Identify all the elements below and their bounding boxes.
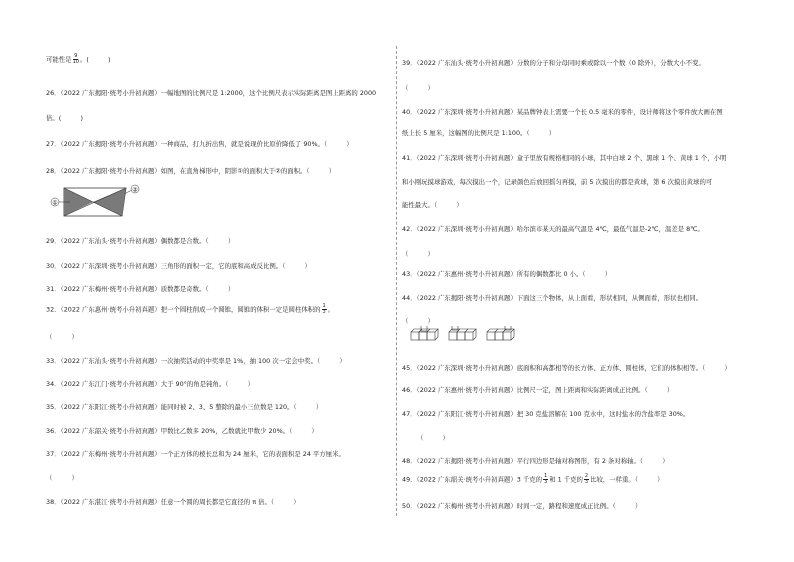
right-trapezoid-figure [50,182,142,222]
fraction-numerator: 9 [74,53,78,59]
fraction-denominator: 3 [584,479,589,485]
fraction-2-3 [584,474,589,485]
fraction-numerator: 1 [544,473,548,479]
fraction-1-3 [322,304,327,315]
question-37-line1: 37．（2022 广东梅州·统考小升初真题）一个正方体的棱长总和为 24 厘米，它的表面积是 24 平方厘米。 [46,450,345,458]
fraction-denominator: 10 [72,59,79,65]
fraction-9-10 [73,54,79,65]
question-47-blank: （ ） [417,434,449,442]
question-43: 43．（2022 广东惠州·统考小升初真题）所有的偶数都比 0 小。（ ） [402,270,612,278]
question-40-line1: 40．（2022 广东深圳·统考小升初真题）某品牌钟表上需要一个长 0.5 毫米的零件，设计师将这个零件放大画在图 [402,108,723,116]
q25-suffix: 。( ) [79,55,111,64]
question-35: 35．（2022 广东阳江·统考小升初真题）能同时被 2、3、5 整除的最小三位数是 120。（ ） [46,403,323,411]
question-38: 38．（2022 广东湛江·统考小升初真题）任意一个圆的周长都是它直径的 π 倍。（ ） [46,498,300,506]
question-41-line3: 能性最大。（ ） [402,201,463,209]
question-39-line1: 39．（2022 广东汕头·统考小升初真题）分数的分子和分母同时乘或除以一个数（0 除外），分数大小不变。 [402,59,705,67]
question-39-line2: （ ） [402,84,434,92]
fraction-numerator: 2 [584,473,589,479]
question-48: 48．（2022 广东揭阳·统考小升初真题）平行四边形是轴对称图形，有 2 条对称轴。（ ） [402,457,669,465]
question-50: 50．（2022 广东梅州·统考小升初真题）时间一定，路程和速度成正比例。（ ） [402,502,642,510]
fraction-denominator: 3 [544,479,548,485]
q25-prefix: 可能性是 [46,55,72,64]
question-47: 47．（2022 广东阳江·统考小升初真题）把 30 克盐溶解在 100 克水中，这时盐水的含盐率是 30%。 [402,410,690,418]
question-40-line2: 纸上长 5 厘米，这幅图的比例尺是 1:100。（ ） [402,129,556,137]
question-26-line2: 倍。( ) [46,114,83,122]
three-objects-figure [409,326,529,344]
question-33: 33．（2022 广东汕头·统考小升初真题）一次抽奖活动的中奖率是 1%，抽 100 次一定会中奖。（ ） [46,357,346,365]
question-42-blank: （ ） [402,250,434,258]
q32-prefix: 32．（2022 广东惠州·统考小升初真题）把一个圆柱削成一个圆锥，圆锥的体积一定是圆柱体积的 [46,305,321,314]
question-34: 34．（2022 广东江门·统考小升初真题）大于 90°的角是钝角。（ ） [46,380,254,388]
question-41-line2: 和小刚玩摸球游戏，每次摸出一个，记录颜色后放回摇匀再摸，前 5 次摸出的都是黄球，第 6 次摸出黄球的可 [402,178,713,186]
object-3 [487,326,514,340]
question-46: 46．（2022 广东惠州·统考小升初真题）比例尺一定，图上距离和实际距离成正比例。（ ） [402,386,674,394]
q49-middle: 和 1 千克的 [549,475,583,484]
q32-suffix: 。 [327,305,335,314]
left-column [0,0,395,562]
fraction-1-3 [543,474,548,485]
question-28: 28．（2022 广东揭阳·统考小升初真题）如图，在直角梯形中，阴影①的面积大于②的面积。（ ） [46,167,336,175]
question-49 [402,474,664,485]
question-26-line1: 26．（2022 广东揭阳·统考小升初真题）一幅地图的比例尺是 1:2000，这个比例尺表示实际距离是图上距离的 2000 [46,89,377,97]
q49-prefix: 49．（2022 广东韶关·统考小升初真题）3 千克的 [402,475,542,484]
question-45: 45．（2022 广东深圳·统考小升初真题）底面积和高都相等的长方体、正方体、圆柱体，它们的体积相等。（ ） [402,364,731,372]
question-25-tail [46,54,111,65]
object-2 [449,326,476,340]
fraction-denominator: 3 [322,309,326,315]
question-29: 29．（2022 广东汕头·统考小升初真题）偶数都是合数。（ ） [46,237,235,245]
question-30: 30．（2022 广东深圳·统考小升初真题）三角形的面积一定，它的底和高成反比例。（ ） [46,262,311,270]
figure-label-2: ② [132,186,138,194]
figure-label-1: ① [52,199,58,207]
question-44-blank: （ ） [402,317,434,325]
question-32 [46,304,334,315]
question-27: 27．（2022 广东揭阳·统考小升初真题）一种商品，打九折出售，就是说现价比原价降低了 90%。（ ） [46,140,353,148]
question-36: 36．（2022 广东韶关·统考小升初真题）甲数比乙数多 20%，乙数就比甲数少 20%。（ ） [46,427,318,435]
question-32-blank: （ ） [46,333,78,341]
fraction-numerator: 1 [322,303,326,309]
question-37-line2: （ ） [46,474,78,482]
question-31: 31．（2022 广东梅州·统考小升初真题）质数都是奇数。（ ） [46,285,235,293]
right-column [397,0,794,562]
question-42: 42．（2022 广东深圳·统考小升初真题）哈尔滨市某天的最高气温是 4℃，最低气温是-2℃，温差是 8℃。 [402,225,704,233]
q49-suffix: 比较，一样重。（ ） [590,475,664,484]
object-1 [411,326,438,340]
question-41-line1: 41．（2022 广东深圳·统考小升初真题）盒子里放有规格相同的小球，其中白球 2 个、黑球 1 个、黄球 1 个，小明 [402,154,727,162]
question-44: 44．（2022 广东揭阳·统考小升初真题）下面这三个物体，从上面看，形状相同，从侧面看，形状也相同。 [402,294,703,302]
